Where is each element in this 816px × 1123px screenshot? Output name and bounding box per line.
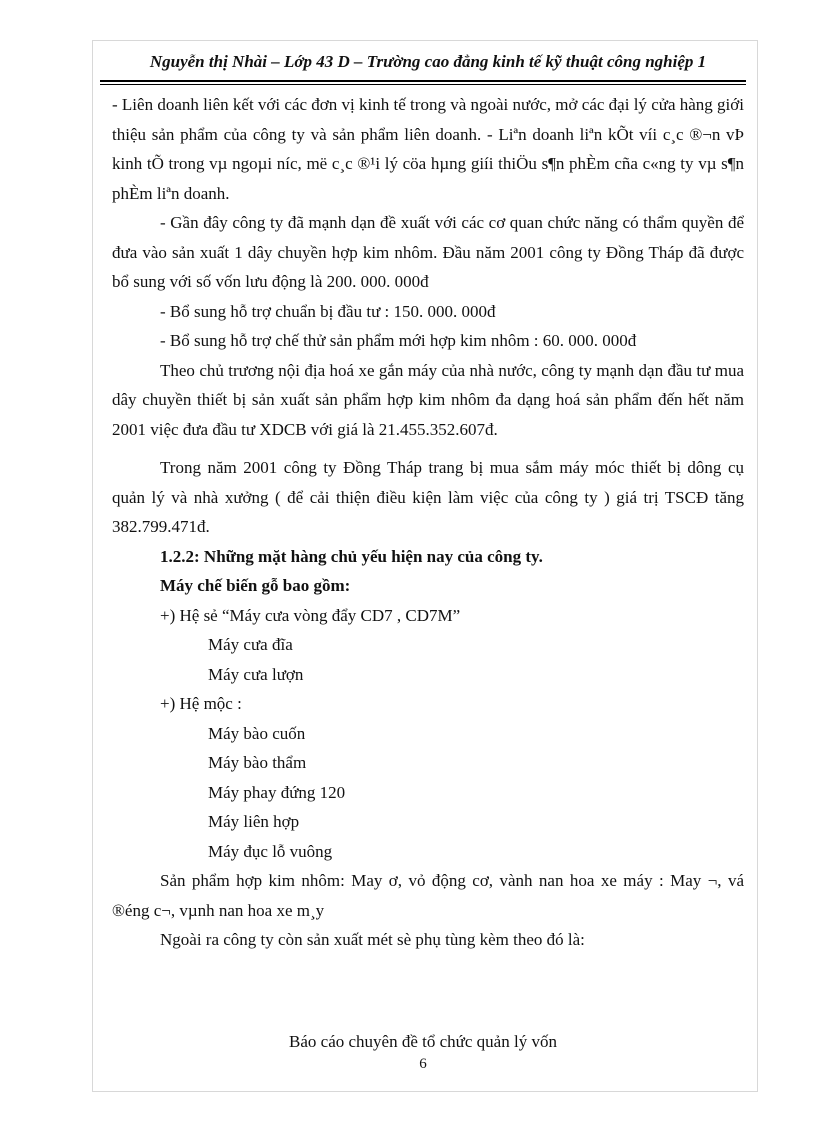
paragraph-investment-support: - Bổ sung hỗ trợ chuẩn bị đầu tư : 150. 000. 000đ bbox=[160, 301, 496, 321]
paragraph-joint-venture: - Liên doanh liên kết với các đơn vị kinh tế trong và ngoài nước, mở các đại lý cửa hàng giới thiệu sản phẩm của công ty và sản phẩm liên doanh. - Liªn doanh liªn kÕt víi c¸c ®¬n vÞ kinh tÕ trong vµ ngoµi níc, më c¸c ®¹i lý cöa hµng giíi thiÖu s¶n phÈm cña c«ng ty vµ s¶n phÈm liªn doanh. bbox=[112, 95, 744, 203]
paragraph-other-parts: Ngoài ra công ty còn sản xuất mét sè phụ tùng kèm theo đó là: bbox=[160, 930, 585, 949]
group-sawing-title: +) Hệ sẻ “Máy cưa vòng đẩy CD7 , CD7M” bbox=[160, 605, 461, 625]
paragraph-aluminum-products: Sản phẩm hợp kim nhôm: May ơ, vỏ động cơ, vành nan hoa xe máy : May ¬, vá ®éng c¬, vµnh nan hoa xe m¸y bbox=[112, 871, 744, 920]
list-item: Máy liên hợp bbox=[208, 812, 300, 831]
list-item: Máy phay đứng 120 bbox=[208, 782, 346, 802]
paragraph-localization-policy: Theo chủ trương nội địa hoá xe gắn máy của nhà nước, công ty mạnh dạn đầu tư mua dây chuyền thiết bị sản xuất sản phẩm hợp kim nhôm đa dạng hoá sản phẩm đến hết năm 2001 việc đưa đầu tư XDCB với giá là 21.455.352.607đ. bbox=[112, 360, 744, 439]
list-item: Máy bào cuốn bbox=[208, 723, 306, 743]
group-carpentry-title: +) Hệ mộc : bbox=[160, 694, 242, 713]
list-item: Máy đục lỗ vuông bbox=[208, 841, 333, 861]
list-item: Máy bào thẩm bbox=[208, 753, 307, 772]
page-number: 6 bbox=[419, 1056, 427, 1072]
list-item: Máy cưa đĩa bbox=[208, 635, 293, 654]
page-header: Nguyễn thị Nhài – Lớp 43 D – Trường cao đẳng kinh tế kỹ thuật công nghiệp 1 bbox=[149, 52, 707, 71]
section-heading: 1.2.2: Những mặt hàng chủ yếu hiện nay của công ty. bbox=[160, 546, 543, 566]
section-subheading: Máy chế biến gỗ bao gồm: bbox=[160, 576, 351, 595]
paragraph-aluminum-line: - Gần đây công ty đã mạnh dạn đề xuất với các cơ quan chức năng có thẩm quyền để đưa vào sản xuất 1 dây chuyền hợp kim nhôm. Đầu năm 2001 công ty Đồng Tháp đã được bổ sung với số vốn lưu động là 200. 000. 000đ bbox=[112, 213, 744, 291]
header-rule bbox=[100, 80, 746, 82]
paragraph-fixed-assets: Trong năm 2001 công ty Đồng Tháp trang bị mua sắm máy móc thiết bị dông cụ quản lý và nhà xưởng ( để cải thiện điều kiện làm việc của công ty ) giá trị TSCĐ tăng 382.799.471đ. bbox=[112, 458, 744, 536]
paragraph-trial-support: - Bổ sung hỗ trợ chế thử sản phẩm mới hợp kim nhôm : 60. 000. 000đ bbox=[160, 331, 637, 350]
list-item: Máy cưa lượn bbox=[208, 664, 304, 684]
document-body bbox=[112, 90, 744, 955]
header-rule-thin bbox=[100, 84, 746, 85]
footer-caption: Báo cáo chuyên đề tổ chức quản lý vốn bbox=[289, 1032, 557, 1051]
